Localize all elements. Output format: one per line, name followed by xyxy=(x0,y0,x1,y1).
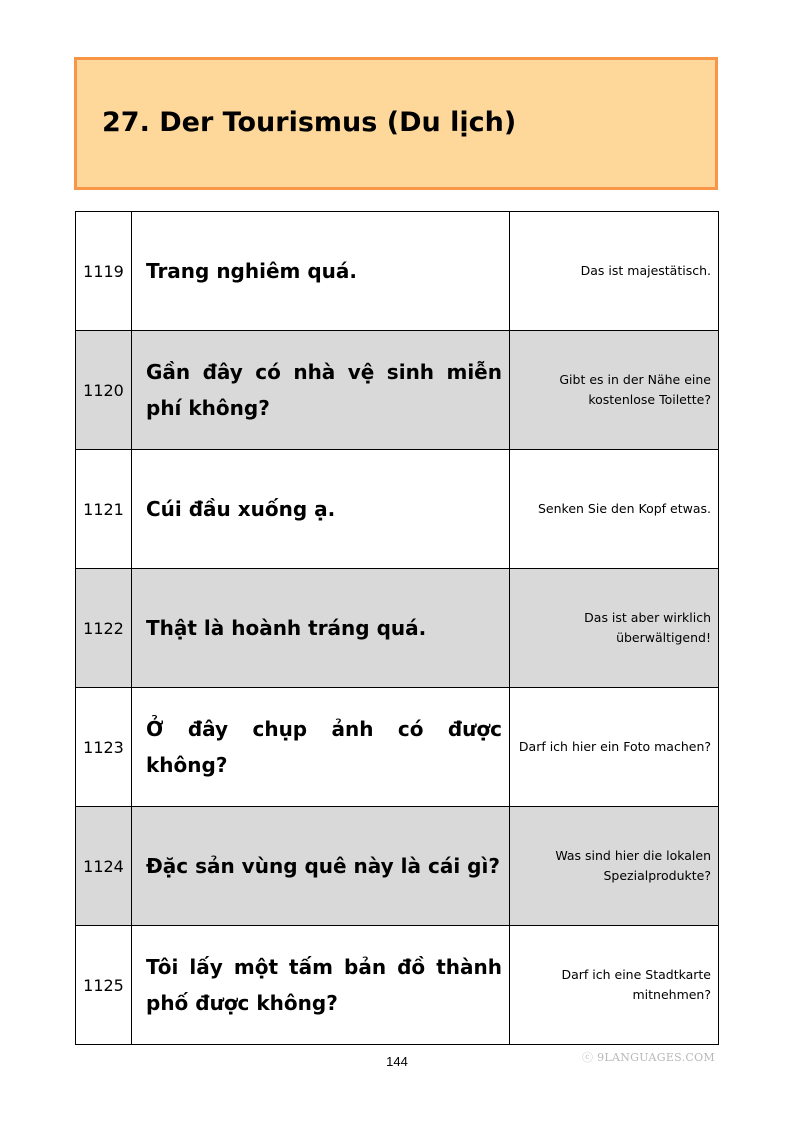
table-row xyxy=(76,450,718,569)
phrase-number: 1121 xyxy=(76,450,132,568)
vietnamese-phrase: Gần đây có nhà vệ sinh miễn phí không? xyxy=(132,331,510,449)
vietnamese-phrase: Đặc sản vùng quê này là cái gì? xyxy=(132,807,510,925)
german-translation: Darf ich hier ein Foto machen? xyxy=(518,739,711,754)
table-row xyxy=(76,688,718,807)
phrase-number: 1125 xyxy=(76,926,132,1044)
phrase-number: 1120 xyxy=(76,331,132,449)
vietnamese-phrase: Tôi lấy một tấm bản đồ thành phố được không? xyxy=(132,926,510,1044)
german-translation: Senken Sie den Kopf etwas. xyxy=(537,501,711,516)
phrase-number: 1124 xyxy=(76,807,132,925)
page-number: 144 xyxy=(386,1054,408,1069)
copyright-watermark: ⓒ 9LANGUAGES.COM xyxy=(582,1051,715,1064)
german-translation: Was sind hier die lokalen Spezialprodukte? xyxy=(555,848,711,883)
vietnamese-phrase: Cúi đầu xuống ạ. xyxy=(132,450,510,568)
table-row xyxy=(76,569,718,688)
vietnamese-phrase: Thật là hoành tráng quá. xyxy=(132,569,510,687)
german-translation: Das ist aber wirklich überwältigend! xyxy=(584,610,711,645)
german-translation: Darf ich eine Stadtkarte mitnehmen? xyxy=(561,967,711,1002)
vietnamese-phrase: Trang nghiêm quá. xyxy=(132,212,510,330)
chapter-title-box xyxy=(74,57,718,190)
german-translation: Das ist majestätisch. xyxy=(580,263,711,278)
german-translation: Gibt es in der Nähe eine kostenlose Toilette? xyxy=(559,372,711,407)
phrase-number: 1123 xyxy=(76,688,132,806)
phrase-number: 1122 xyxy=(76,569,132,687)
table-row xyxy=(76,807,718,926)
phrase-number: 1119 xyxy=(76,212,132,330)
table-row xyxy=(76,926,718,1045)
vietnamese-phrase: Ở đây chụp ảnh có được không? xyxy=(132,688,510,806)
table-row xyxy=(76,212,718,331)
table-row xyxy=(76,331,718,450)
chapter-title: 27. Der Tourismus (Du lịch) xyxy=(102,107,517,138)
phrase-table xyxy=(75,211,719,1045)
